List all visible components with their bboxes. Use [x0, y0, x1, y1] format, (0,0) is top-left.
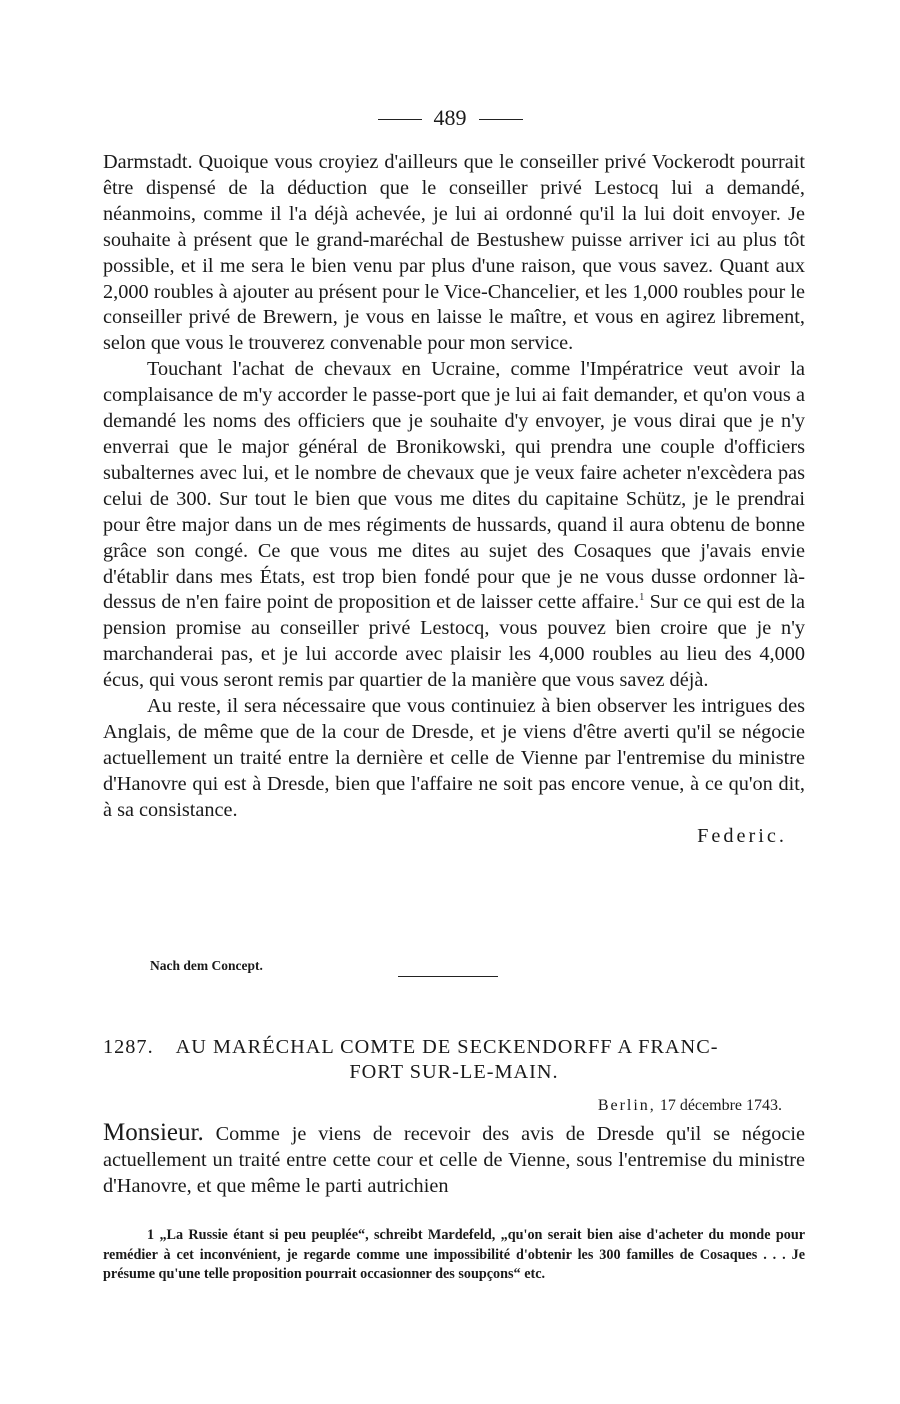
paragraph-text: Sur ce qui est de la pension promise au conseiller privé Lestocq, vous pouvez bien croire que je n'y marchanderai pas, et je lui accorde avec plaisir les 4,000 roubles au lieu des 4,000 écus, qui vous seront remis par quartier de la manière que vous savez déjà.	[103, 591, 805, 692]
section-rule	[398, 976, 498, 977]
footnote-marker: 1	[639, 592, 645, 604]
paragraph-text: Touchant l'achat de chevaux en Ucraine, comme l'Impératrice veut avoir la complaisance de m'y accorder le passe-port que je lui ai fait demander, et qu'on vous a demandé les noms des officiers que je souhaite d'y envoyer, je vous dirai que je n'y enverrai que le major général de Bronikowski, qui prendra une couple d'officiers subalternes avec lui, et le nombre de chevaux que je veux faire acheter n'excèdera pas celui de 300. Sur tout le bien que vous me dites du capitaine Schütz, je le prendrai pour être major dans un de mes régiments de hussards, quand il aura obtenu de bonne grâce son congé. Ce que vous me dites au sujet des Cosaques que j'avais envie d'établir dans mes États, est trop bien fondé pour que je ne vous dusse ordonner là-dessus de n'en faire point de proposition et de laisser cette affaire.	[103, 358, 805, 614]
divider	[378, 119, 422, 120]
letter-title-line2: FORT SUR-LE-MAIN.	[349, 1061, 559, 1083]
letter-body	[103, 1120, 805, 1200]
date-place: Berlin,	[597, 1097, 656, 1114]
paragraph	[103, 357, 805, 694]
letter-title-line1: AU MARÉCHAL COMTE DE SECKENDORFF A FRANC-	[175, 1036, 719, 1058]
source-note: Nach dem Concept.	[150, 958, 263, 973]
letter-text: Comme je viens de recevoir des avis de Dresde qu'il se négocie actuellement un traité entre cette cour et celle de Vienne, sous l'entremise du ministre d'Hanovre, et que même le parti autrichien	[103, 1123, 805, 1197]
dateline	[598, 1097, 782, 1115]
letter-paragraph	[103, 1120, 805, 1200]
main-text	[103, 150, 805, 849]
date-text: 17 décembre 1743.	[659, 1097, 782, 1114]
paragraph: Darmstadt. Quoique vous croyiez d'ailleurs que le conseiller privé Vockerodt pourrait être dispensé de la déduction que le conseiller privé Lestocq lui a demandé, néanmoins, comme il l'a déjà achevée, je lui ai ordonné qu'il la lui doit envoyer. Je souhaite à présent que le grand-maréchal de Bestushew puisse arriver ici au plus tôt possible, et il me sera le bien venu par plus d'une raison, que vous savez. Quant aux 2,000 roubles à ajouter au présent pour le Vice-Chancelier, et les 1,000 roubles pour le conseiller privé de Brewern, je vous en laisse le maître, et vous en agirez librement, selon que vous le trouverez convenable pour mon service.	[103, 151, 805, 355]
letter-heading	[103, 1035, 805, 1085]
letter-number: 1287.	[103, 1036, 154, 1058]
salutation: Monsieur.	[103, 1119, 204, 1146]
divider	[479, 119, 523, 120]
footnote	[103, 1226, 805, 1285]
signature-line	[103, 824, 805, 850]
paragraph: Au reste, il sera nécessaire que vous continuiez à bien observer les intrigues des Anglais, de même que de la cour de Dresde, et je viens d'être averti qu'il se négocie actuellement un traité entre la dernière et celle de Vienne par l'entremise du ministre d'Hanovre qui est à Dresde, bien que l'affaire ne soit pas encore venue, à ce qu'on dit, à sa consistance.	[103, 695, 805, 821]
signature: Federic.	[697, 824, 787, 847]
footnote-number: 1	[147, 1227, 155, 1243]
page-number: 489	[0, 104, 900, 132]
footnote-text: „La Russie étant si peu peuplée“, schreibt Mardefeld, „qu'on serait bien aise d'acheter du monde pour remédier à cet inconvénient, je regarde comme une impossibilité d'obtenir les 300 familles de Cosaques . . . Je présume qu'une telle proposition pourrait occasionner des soupçons“ etc.	[103, 1227, 806, 1282]
